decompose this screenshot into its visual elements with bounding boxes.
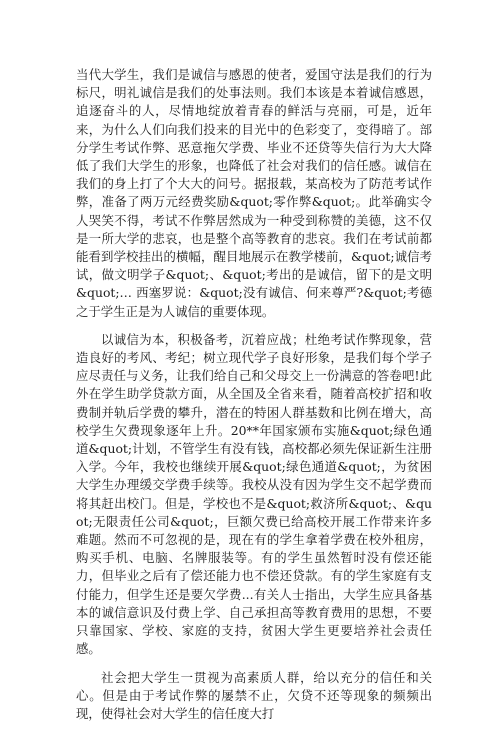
document-page [76,66,432,733]
paragraph-2: 以诚信为本，积极备考，沉着应战；杜绝考试作弊现象，营造良好的考风、考纪；树立现代学子良好形象，是我们每个学子应尽责任与义务，让我们给自己和父母交上一份满意的答卷吧!此外在学生助学贷款方面，从全国及全省来看，随着高校扩招和收费制并轨后学费的攀升，潜在的特困人群基数和比例在增大，高校学生欠费现象逐年上升。20**年国家颁布实施&quot;绿色通道&quot;计划，不管学生有没有钱，高校都必须先保证新生注册入学。今年，我校也继续开展&quot;绿色通道&quot;，为贫困大学生办理缓交学费手续等。我校从没有因为学生交不起学费而将其赶出校门。但是，学校也不是&quot;救济所&quot;、&quot;无限责任公司&quot;，巨额欠费已给高校开展工作带来许多难题。然而不可忽视的是，现在有的学生拿着学费在校外租房，购买手机、电脑、名牌服装等。有的学生虽然暂时没有偿还能力，但毕业之后有了偿还能力也不偿还贷款。有的学生家庭有支付能力，但学生还是要欠学费...有关人士指出，大学生应具备基本的诚信意识及付费上学、自己承担高等教育费用的思想，不要只靠国家、学校、家庭的支持，贫困大学生更要培养社会责任感。 [76,331,432,657]
paragraph-1: 当代大学生，我们是诚信与感恩的使者，爱国守法是我们的行为标尺，明礼诚信是我们的处事法则。我们本该是本着诚信感恩，追逐奋斗的人，尽情地绽放着青春的鲜活与亮丽，可是，近年来，为什么人们向我们投来的目光中的色彩变了，变得暗了。部分学生考试作弊、恶意拖欠学费、毕业不还贷等失信行为大大降低了我们大学生的形象，也降低了社会对我们的信任感。诚信在我们的身上打了个大大的问号。据报载，某高校为了防范考试作弊，准备了两万元经费奖励&quot;零作弊&quot;。此举确实令人哭笑不得，考试不作弊居然成为一种受到称赞的美德，这不仅是一所大学的悲哀，也是整个高等教育的悲哀。我们在考试前都能看到学校挂出的横幅，醒目地展示在教学楼前，&quot;诚信考试，做文明学子&quot;、&quot;考出的是诚信，留下的是文明&quot;… 西塞罗说：&quot;没有诚信、何来尊严?&quot;考德之于学生正是为人诚信的重要体现。 [76,67,432,319]
paragraph-3: 社会把大学生一贯视为高素质人群，给以充分的信任和关心。但是由于考试作弊的屡禁不止，欠贷不还等现象的频频出现，使得社会对大学生的信任度大打 [76,669,432,721]
